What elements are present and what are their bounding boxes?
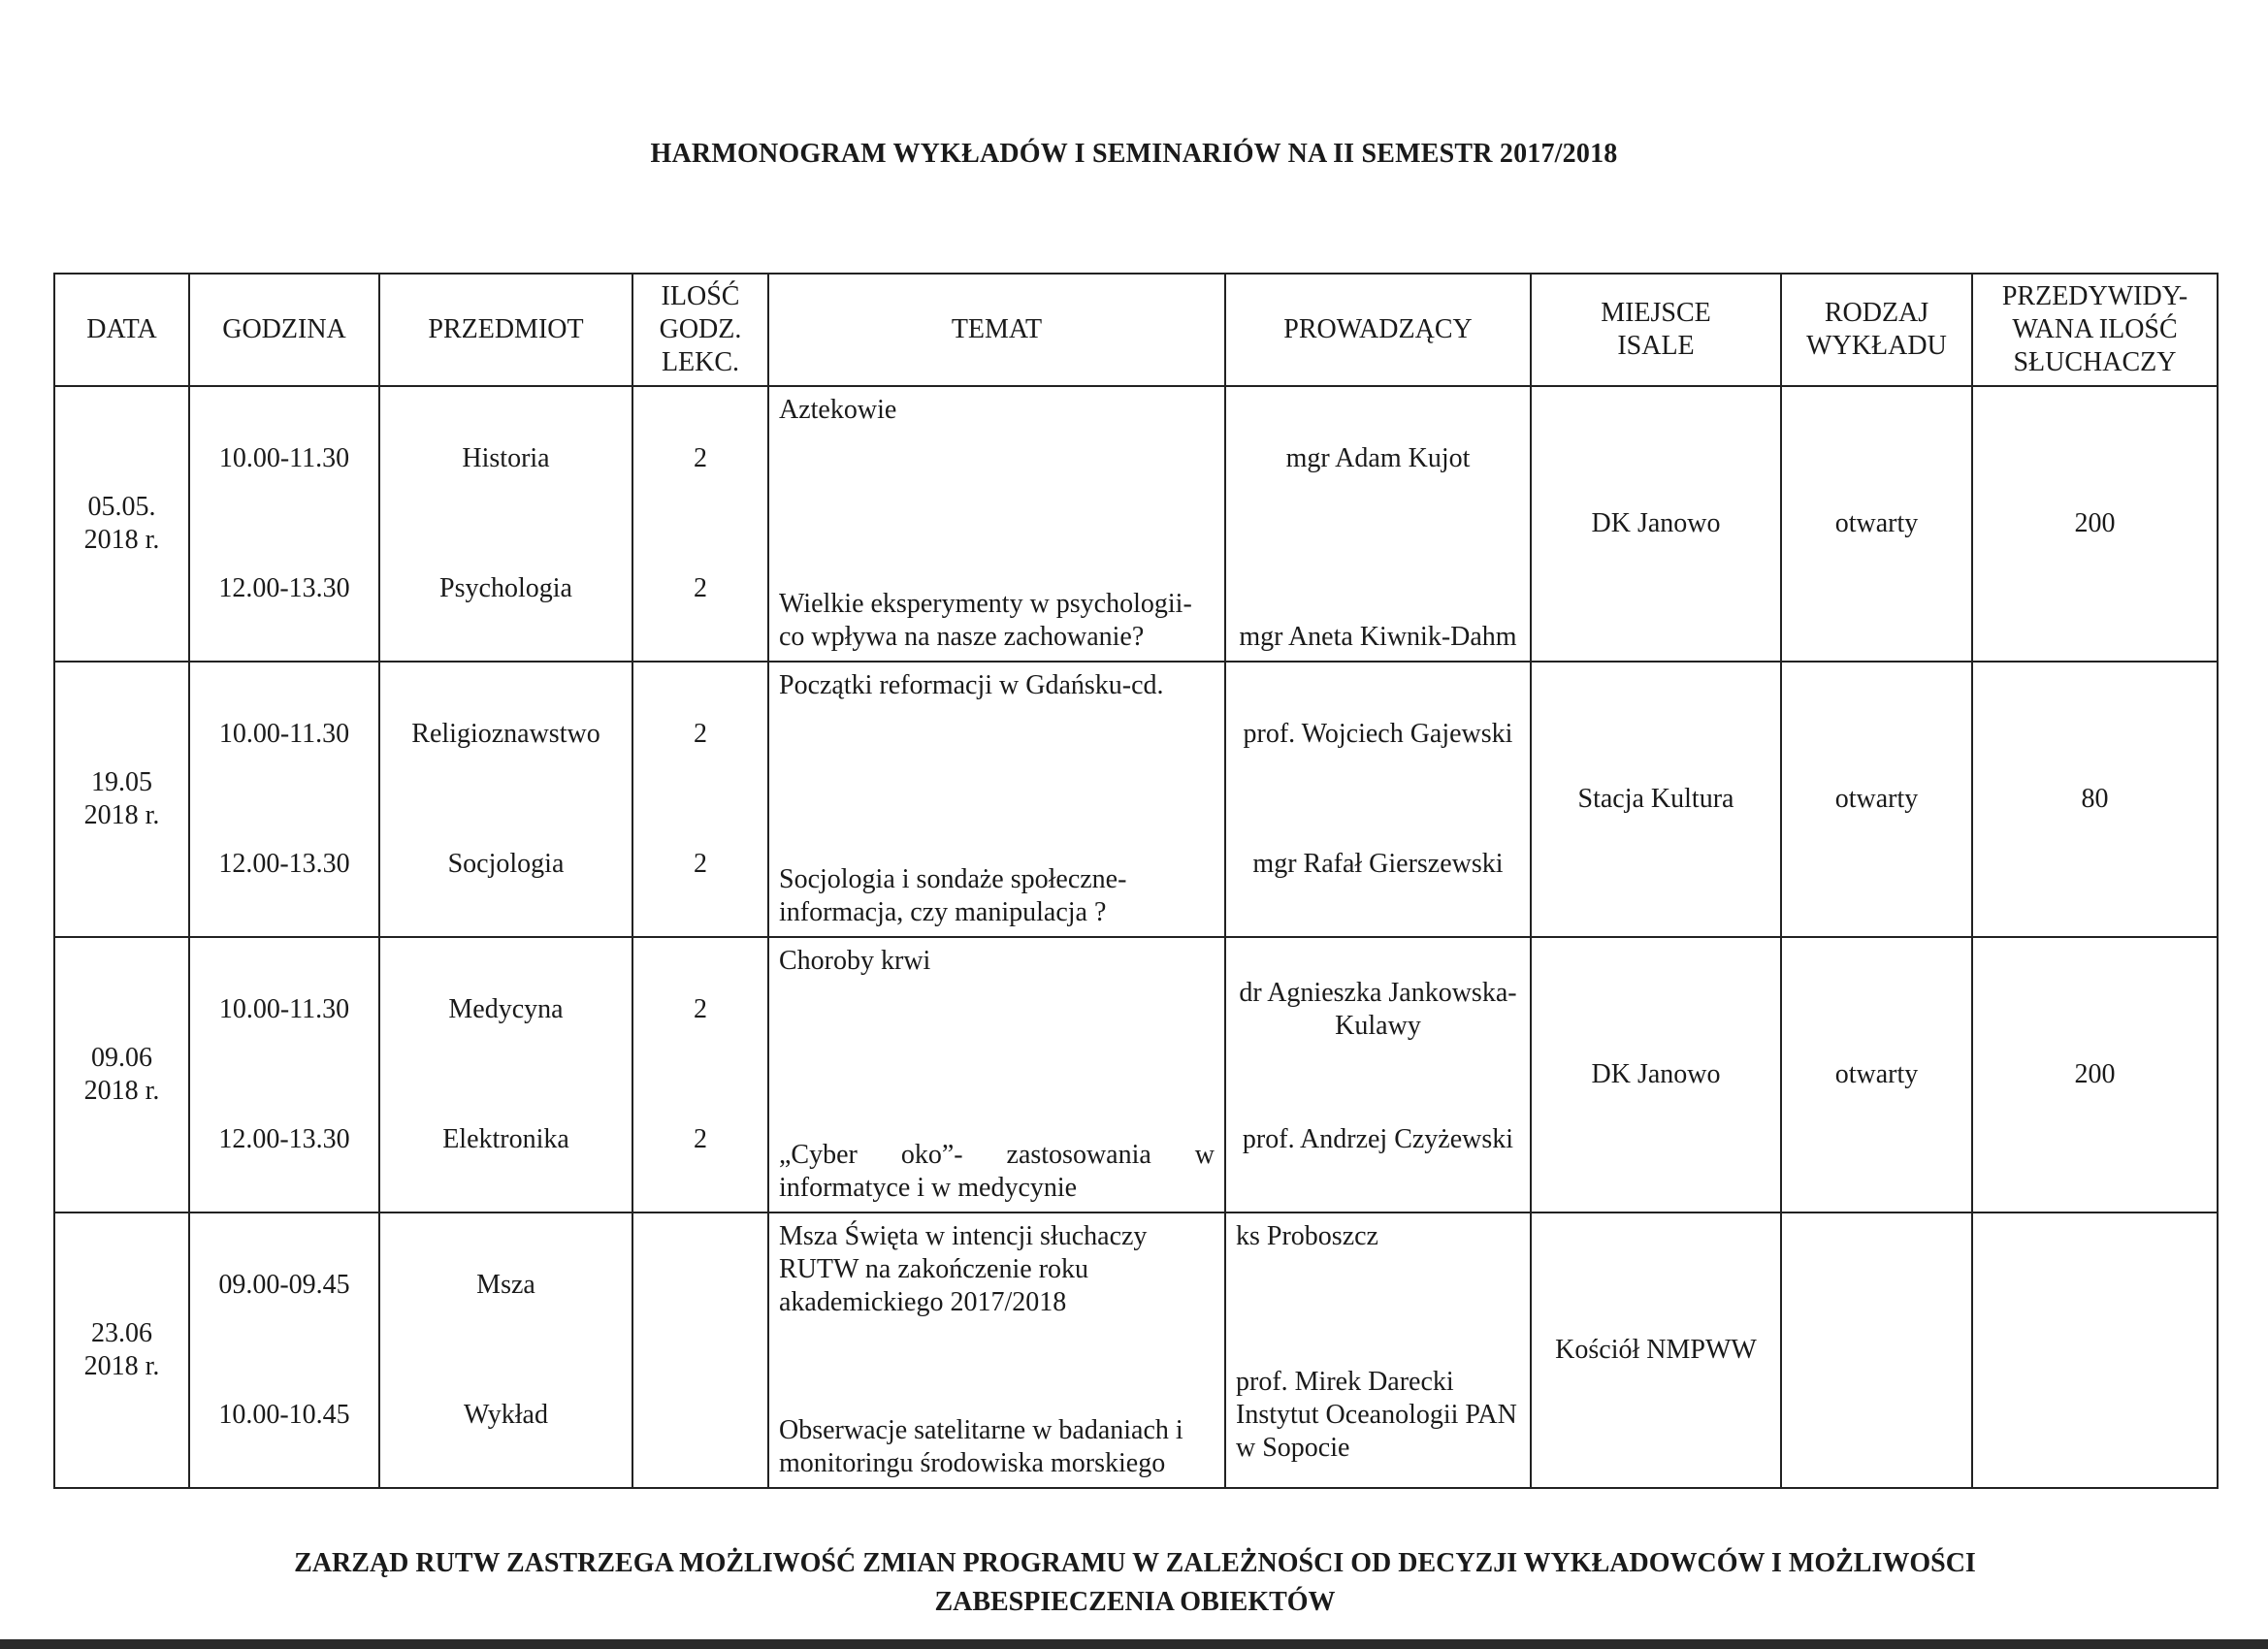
subject-cell — [379, 937, 632, 1212]
footer-notice — [97, 1544, 2173, 1622]
hours-cell — [632, 662, 768, 937]
subject-value: Psychologia — [439, 573, 572, 603]
place-cell: Stacja Kultura — [1531, 662, 1781, 937]
date-line: 2018 r. — [83, 525, 160, 555]
type-cell: otwarty — [1781, 386, 1972, 662]
topic-value: Choroby krwi — [779, 946, 931, 976]
lecturer-value: prof. Andrzej Czyżewski — [1242, 1124, 1514, 1154]
date-cell — [54, 386, 189, 662]
hours-value: 2 — [694, 573, 707, 603]
hours-cell — [632, 937, 768, 1212]
header-row — [54, 274, 2218, 386]
date-line: 2018 r. — [83, 1351, 160, 1381]
header-place-line: ISALE — [1617, 331, 1695, 361]
audience-cell: 200 — [1972, 937, 2218, 1212]
time-value: 09.00-09.45 — [218, 1270, 350, 1300]
subject-cell — [379, 1212, 632, 1488]
lecturer-cell — [1225, 1212, 1531, 1488]
lecturer-cell — [1225, 937, 1531, 1212]
header-topic: TEMAT — [768, 274, 1225, 386]
lecturer-value: prof. Mirek Darecki Instytut Oceanologii PAN w Sopocie — [1236, 1367, 1517, 1463]
document-title: HARMONOGRAM WYKŁADÓW I SEMINARIÓW NA II SEMESTR 2017/2018 — [650, 139, 1618, 169]
header-audience-line: WANA ILOŚĆ — [2012, 314, 2178, 344]
header-hours-line: LEKC. — [661, 347, 740, 377]
date-line: 09.06 — [91, 1043, 152, 1073]
hours-value: 2 — [694, 443, 707, 473]
time-value: 10.00-11.30 — [218, 994, 350, 1024]
time-value: 10.00-11.30 — [218, 443, 350, 473]
time-cell — [189, 386, 379, 662]
header-audience-line: PRZEDYWIDY- — [2001, 281, 2188, 311]
header-audience — [1972, 274, 2218, 386]
date-cell — [54, 937, 189, 1212]
time-value: 10.00-10.45 — [218, 1400, 350, 1430]
topic-value: Początki reformacji w Gdańsku-cd. — [779, 670, 1164, 700]
lecturer-cell — [1225, 386, 1531, 662]
header-type-line: RODZAJ — [1824, 298, 1929, 328]
time-cell — [189, 662, 379, 937]
date-line: 2018 r. — [83, 1076, 160, 1106]
header-hours — [632, 274, 768, 386]
topic-value: Wielkie eksperymenty w psychologii-co wpływa na nasze zachowanie? — [779, 589, 1192, 652]
header-time: GODZINA — [189, 274, 379, 386]
topic-value: Obserwacje satelitarne w badaniach i monitoringu środowiska morskiego — [779, 1415, 1183, 1478]
header-date: DATA — [54, 274, 189, 386]
subject-value: Wykład — [464, 1400, 548, 1430]
subject-value: Msza — [476, 1270, 535, 1300]
topic-value — [779, 1075, 1215, 1205]
subject-value: Socjologia — [447, 849, 565, 879]
hours-value: 2 — [694, 994, 707, 1024]
topic-value: Socjologia i sondaże społeczne-informacja, czy manipulacja ? — [779, 864, 1127, 927]
lecturer-cell — [1225, 662, 1531, 937]
time-value: 10.00-11.30 — [218, 719, 350, 749]
subject-value: Medycyna — [448, 994, 564, 1024]
topic-cell — [768, 937, 1225, 1212]
audience-cell: 200 — [1972, 386, 2218, 662]
type-cell — [1781, 1212, 1972, 1488]
scan-edge — [0, 1639, 2268, 1649]
hours-cell — [632, 1212, 768, 1488]
time-cell — [189, 937, 379, 1212]
place-cell: Kościół NMPWW — [1531, 1212, 1781, 1488]
subject-value: Elektronika — [442, 1124, 569, 1154]
subject-value: Religioznawstwo — [411, 719, 600, 749]
topic-cell — [768, 662, 1225, 937]
header-lecturer: PROWADZĄCY — [1225, 274, 1531, 386]
hours-cell — [632, 386, 768, 662]
lecturer-value: mgr Adam Kujot — [1285, 443, 1471, 473]
header-hours-line: ILOŚĆ — [661, 281, 740, 311]
time-value: 12.00-13.30 — [218, 1124, 350, 1154]
topic-cell — [768, 386, 1225, 662]
table-row — [54, 1212, 2218, 1488]
header-subject: PRZEDMIOT — [379, 274, 632, 386]
header-type-line: WYKŁADU — [1806, 331, 1947, 361]
date-line: 19.05 — [91, 767, 152, 797]
place-cell: DK Janowo — [1531, 937, 1781, 1212]
subject-value: Historia — [462, 443, 550, 473]
date-line: 2018 r. — [83, 800, 160, 830]
hours-value: 2 — [694, 849, 707, 879]
time-value: 12.00-13.30 — [218, 849, 350, 879]
header-place-line: MIEJSCE — [1601, 298, 1711, 328]
schedule-table — [53, 273, 2219, 1489]
lecturer-value: ks Proboszcz — [1236, 1221, 1378, 1251]
type-cell: otwarty — [1781, 937, 1972, 1212]
place-cell: DK Janowo — [1531, 386, 1781, 662]
footer-line: ZARZĄD RUTW ZASTRZEGA MOŻLIWOŚĆ ZMIAN PROGRAMU W ZALEŻNOŚCI OD DECYZJI WYKŁADOWCÓW I MOŻLIWOŚCI — [294, 1548, 1976, 1578]
table-row — [54, 662, 2218, 937]
lecturer-value: mgr Aneta Kiwnik-Dahm — [1239, 622, 1517, 652]
topic-cell — [768, 1212, 1225, 1488]
topic-value: Aztekowie — [779, 395, 897, 425]
topic-line: „Cyber oko”- zastosowania w — [779, 1140, 1215, 1170]
header-place — [1531, 274, 1781, 386]
date-cell — [54, 662, 189, 937]
footer-line: ZABESPIECZENIA OBIEKTÓW — [934, 1587, 1336, 1617]
hours-value: 2 — [694, 1124, 707, 1154]
lecturer-value: prof. Wojciech Gajewski — [1243, 719, 1513, 749]
topic-value: Msza Święta w intencji słuchaczy RUTW na zakończenie roku akademickiego 2017/2018 — [779, 1221, 1148, 1317]
lecturer-value: dr Agnieszka Jankowska-Kulawy — [1239, 978, 1517, 1041]
header-type — [1781, 274, 1972, 386]
audience-cell: 80 — [1972, 662, 2218, 937]
table-row — [54, 386, 2218, 662]
time-value: 12.00-13.30 — [218, 573, 350, 603]
header-audience-line: SŁUCHACZY — [2013, 347, 2177, 377]
date-line: 23.06 — [91, 1318, 152, 1348]
date-line: 05.05. — [87, 492, 156, 522]
header-hours-line: GODZ. — [659, 314, 742, 344]
table-row — [54, 937, 2218, 1212]
type-cell: otwarty — [1781, 662, 1972, 937]
topic-line: informatyce i w medycynie — [779, 1173, 1078, 1203]
subject-cell — [379, 386, 632, 662]
date-cell — [54, 1212, 189, 1488]
time-cell — [189, 1212, 379, 1488]
subject-cell — [379, 662, 632, 937]
hours-value: 2 — [694, 719, 707, 749]
lecturer-value: mgr Rafał Gierszewski — [1252, 849, 1504, 879]
audience-cell — [1972, 1212, 2218, 1488]
